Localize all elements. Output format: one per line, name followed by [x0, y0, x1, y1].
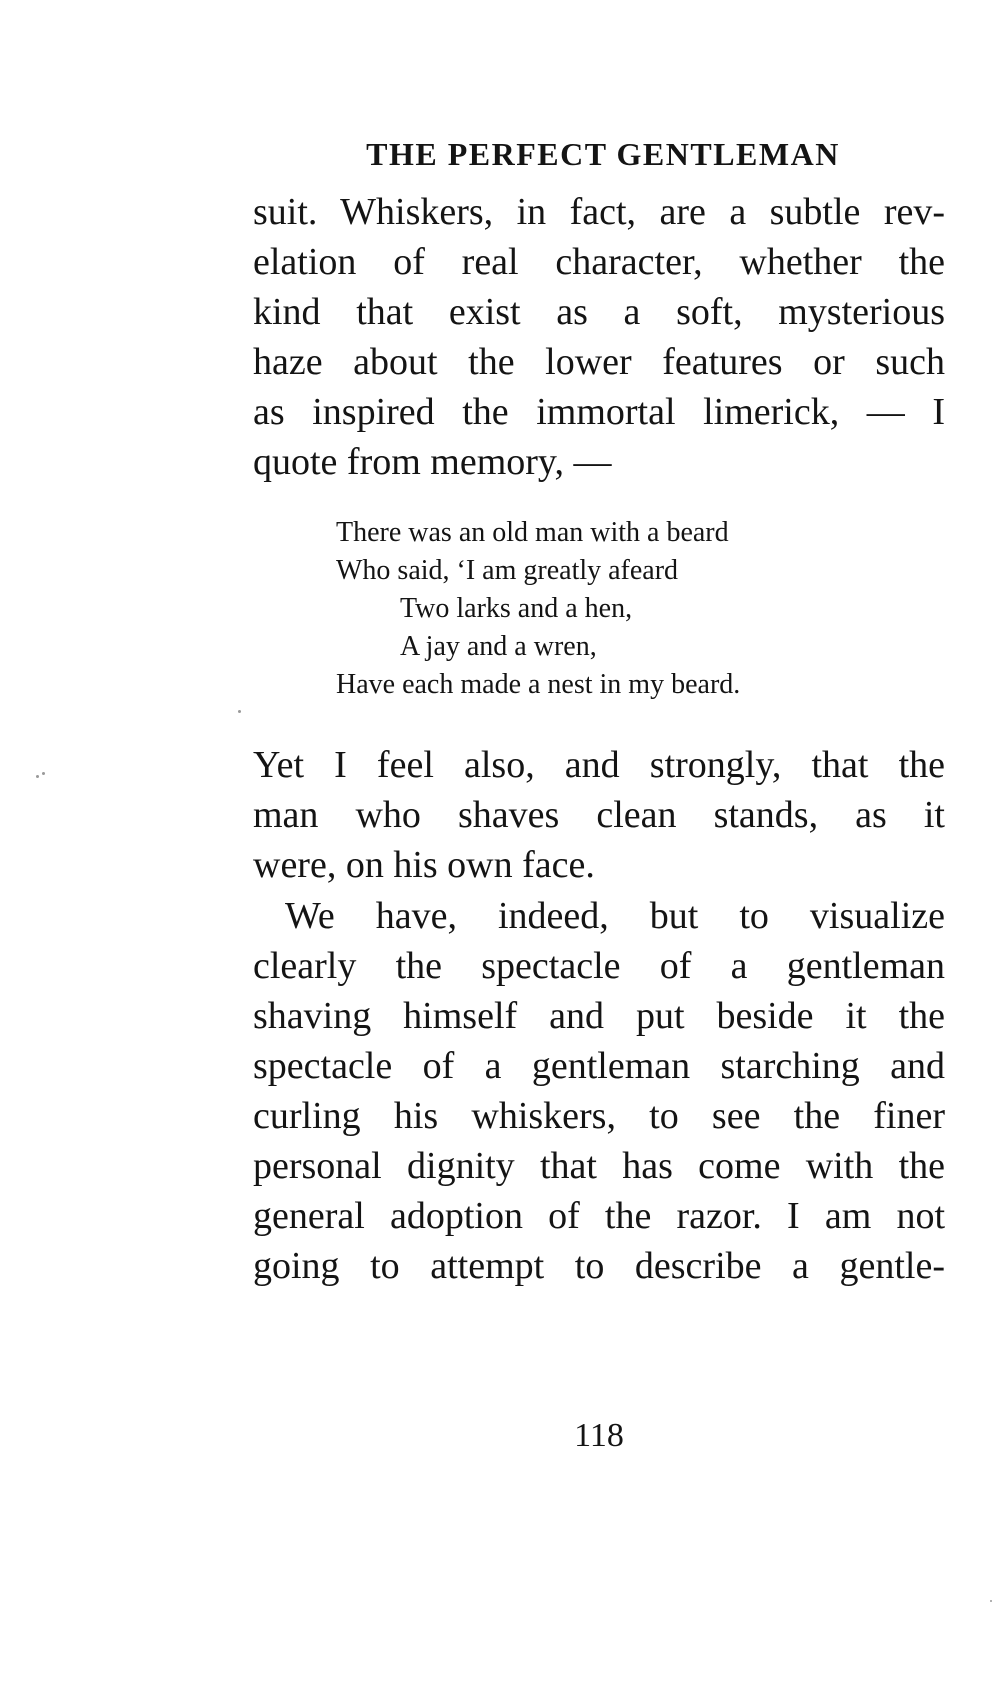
text-line: suit. Whiskers, in fact, are a subtle rev-	[253, 191, 945, 233]
text-line: We have, indeed, but to visualize	[285, 895, 945, 937]
scan-speck	[36, 775, 39, 778]
verse-line: Have each made a nest in my beard.	[336, 669, 741, 700]
text-line: elation of real character, whether the	[253, 241, 945, 283]
scan-speck	[238, 710, 241, 713]
text-line: going to attempt to describe a gentle-	[253, 1245, 945, 1287]
verse-line: There was an old man with a beard	[336, 517, 729, 548]
running-head: THE PERFECT GENTLEMAN	[366, 136, 840, 172]
text-line: haze about the lower features or such	[253, 341, 945, 383]
text-line: kind that exist as a soft, mysterious	[253, 291, 945, 333]
text-line: personal dignity that has come with the	[253, 1145, 945, 1187]
text-line: as inspired the immortal limerick, — I	[253, 391, 945, 433]
text-line: were, on his own face.	[253, 844, 595, 886]
verse-line: A jay and a wren,	[400, 631, 597, 662]
text-line: curling his whiskers, to see the finer	[253, 1095, 945, 1137]
text-line: man who shaves clean stands, as it	[253, 794, 945, 836]
text-line: shaving himself and put beside it the	[253, 995, 945, 1037]
verse-line: Two larks and a hen,	[400, 593, 633, 624]
text-line: clearly the spectacle of a gentleman	[253, 945, 945, 987]
text-line: general adoption of the razor. I am not	[253, 1195, 945, 1237]
scan-speck	[42, 772, 45, 775]
text-line: quote from memory, —	[253, 441, 612, 483]
text-line: Yet I feel also, and strongly, that the	[253, 744, 945, 786]
page-number: 118	[574, 1417, 624, 1454]
scan-speck	[990, 1600, 992, 1602]
verse-line: Who said, ‘I am greatly afeard	[336, 555, 679, 586]
text-line: spectacle of a gentleman starching and	[253, 1045, 945, 1087]
